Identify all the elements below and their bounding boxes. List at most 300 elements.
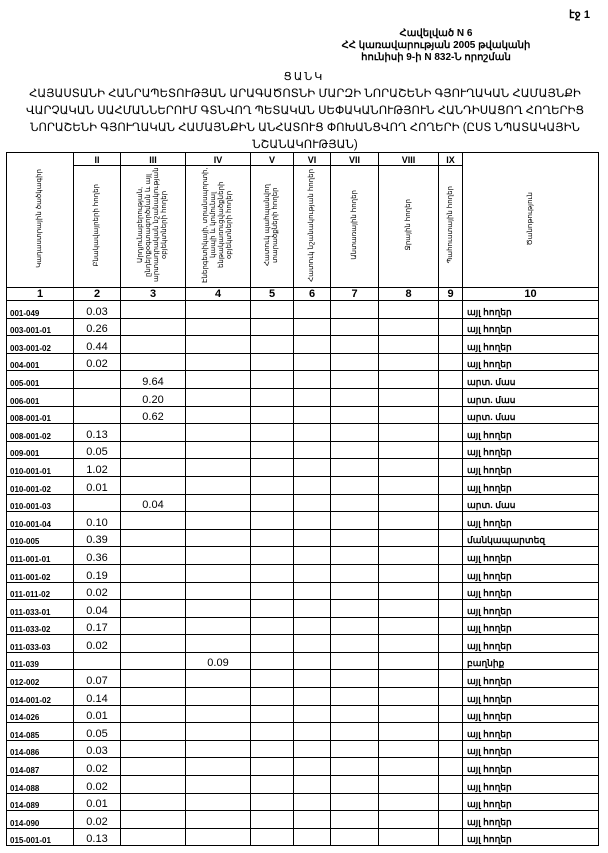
empty-cell: [379, 564, 439, 582]
empty-cell: [294, 476, 331, 494]
column-header-7: [331, 166, 379, 288]
empty-cell: [379, 740, 439, 758]
empty-cell: [294, 793, 331, 811]
empty-cell: [294, 388, 331, 406]
empty-cell: [251, 740, 294, 758]
empty-cell: [251, 688, 294, 706]
column-roman-8: VIII: [379, 153, 439, 166]
area-cell: [186, 318, 251, 336]
column-label: Ծանոթություն: [526, 191, 534, 246]
note-cell: այլ հողեր: [463, 758, 599, 776]
empty-cell: [439, 441, 463, 459]
column-header-3: [121, 166, 186, 288]
annex-line-3: հունիսի 9-ի N 832-Ն որոշման: [361, 52, 511, 63]
empty-cell: [251, 318, 294, 336]
area-cell: [186, 406, 251, 424]
table-row: [7, 652, 599, 670]
empty-cell: [439, 406, 463, 424]
annex-reference: [326, 28, 546, 64]
column-number-9: 9: [439, 288, 463, 301]
empty-cell: [331, 406, 379, 424]
note-cell: այլ հողեր: [463, 318, 599, 336]
empty-cell: [439, 371, 463, 389]
area-cell: [121, 476, 186, 494]
table-row: [7, 459, 599, 477]
area-cell: [121, 617, 186, 635]
empty-cell: [251, 828, 294, 846]
area-cell: 0.05: [74, 723, 121, 741]
cadastral-code-cell: 010-001-01: [7, 459, 74, 477]
empty-cell: [294, 336, 331, 354]
area-cell: 0.04: [121, 494, 186, 512]
empty-cell: [251, 652, 294, 670]
area-cell: [121, 459, 186, 477]
area-cell: [121, 441, 186, 459]
area-cell: 0.03: [74, 740, 121, 758]
empty-cell: [294, 459, 331, 477]
cadastral-code-cell: 010-001-04: [7, 512, 74, 530]
area-cell: [186, 564, 251, 582]
note-cell: այլ հողեր: [463, 582, 599, 600]
empty-cell: [251, 424, 294, 442]
document-subtitle: ՀԱՅԱՍՏԱՆԻ ՀԱՆՐԱՊԵՏՈՒԹՅԱՆ ԱՐԱԳԱԾՈՏՆԻ ՄԱՐԶԻ ՆՈՐԱՇԵՆԻ ԳՅՈՒՂԱԿԱՆ ՀԱՄԱՅՆՔԻ ՎԱՐՉԱԿԱՆ ՍԱՀՄԱՆՆԵՐՈՒՄ ԳՏՆՎՈՂ ՊԵՏԱԿԱՆ ՍԵՓԱԿԱՆՈՒԹՅՈՒՆ ՀԱՆԴԻՍԱՑՈՂ ՀՈՂԵՐԻՑ ՆՈՐԱՇԵՆԻ ԳՅՈՒՂԱԿԱՆ ՀԱՄԱՅՆՔԻՆ ԱՆՀԱՏՈՒՑ ՓՈԽԱՆՑՎՈՂ ՀՈՂԵՐԻ (ԸՍՏ ՆՊԱՏԱԿԱՅԻՆ ՆՇԱՆԱԿՈՒԹՅԱՆ): [25, 88, 585, 151]
empty-cell: [331, 424, 379, 442]
empty-cell: [331, 723, 379, 741]
area-cell: [186, 811, 251, 829]
empty-cell: [331, 705, 379, 723]
column-number-4: 4: [186, 288, 251, 301]
empty-cell: [379, 441, 439, 459]
empty-cell: [331, 441, 379, 459]
cadastral-code-cell: 011-001-01: [7, 547, 74, 565]
area-cell: [74, 371, 121, 389]
empty-cell: [294, 828, 331, 846]
empty-cell: [439, 828, 463, 846]
area-cell: [186, 388, 251, 406]
empty-cell: [251, 635, 294, 653]
annex-line-2: ՀՀ կառավարության 2005 թվականի: [341, 40, 531, 51]
empty-cell: [379, 688, 439, 706]
area-cell: [186, 353, 251, 371]
empty-cell: [379, 318, 439, 336]
empty-cell: [379, 494, 439, 512]
empty-cell: [379, 758, 439, 776]
empty-cell: [251, 670, 294, 688]
empty-cell: [439, 494, 463, 512]
empty-cell: [294, 424, 331, 442]
area-cell: [186, 758, 251, 776]
empty-cell: [294, 670, 331, 688]
empty-cell: [251, 758, 294, 776]
note-cell: այլ հողեր: [463, 441, 599, 459]
cadastral-code-cell: 010-001-03: [7, 494, 74, 512]
area-cell: 0.13: [74, 424, 121, 442]
area-cell: [186, 688, 251, 706]
area-cell: 0.02: [74, 758, 121, 776]
empty-cell: [331, 476, 379, 494]
table-row: [7, 318, 599, 336]
empty-cell: [251, 582, 294, 600]
column-label: Էներգետիկայի, տրանսպորտի, կապի և կոմունալ ենթակառուցվածքների օբյեկտների հողեր: [202, 167, 233, 283]
empty-cell: [294, 529, 331, 547]
cadastral-code-cell: 010-005: [7, 529, 74, 547]
empty-cell: [294, 688, 331, 706]
note-cell: այլ հողեր: [463, 740, 599, 758]
empty-cell: [379, 336, 439, 354]
cadastral-code-cell: 014-086: [7, 740, 74, 758]
table-row: [7, 371, 599, 389]
cadastral-code-cell: 011-011-02: [7, 582, 74, 600]
note-cell: այլ հողեր: [463, 635, 599, 653]
empty-cell: [439, 547, 463, 565]
cadastral-code-cell: 008-001-01: [7, 406, 74, 424]
note-cell: այլ հողեր: [463, 705, 599, 723]
empty-cell: [439, 723, 463, 741]
area-cell: 0.26: [74, 318, 121, 336]
empty-cell: [331, 811, 379, 829]
cadastral-code-cell: 011-039: [7, 652, 74, 670]
area-cell: [121, 811, 186, 829]
area-cell: [186, 494, 251, 512]
area-cell: [121, 600, 186, 618]
empty-cell: [294, 635, 331, 653]
empty-cell: [379, 371, 439, 389]
area-cell: [121, 758, 186, 776]
note-cell: արտ. մաս: [463, 371, 599, 389]
empty-cell: [331, 388, 379, 406]
empty-cell: [331, 652, 379, 670]
area-cell: [121, 635, 186, 653]
empty-cell: [439, 793, 463, 811]
area-cell: 0.19: [74, 564, 121, 582]
area-cell: [186, 600, 251, 618]
note-cell: այլ հողեր: [463, 424, 599, 442]
column-header-4: [186, 166, 251, 288]
area-cell: [121, 547, 186, 565]
column-label: Արդյունաբերության, ընդերքօգտագործման և այլ արտադրական նշանակության օբյեկտների հողեր: [137, 167, 168, 283]
area-cell: [186, 512, 251, 530]
cadastral-code-cell: 008-001-02: [7, 424, 74, 442]
cadastral-code-cell: 004-001: [7, 353, 74, 371]
area-cell: 0.13: [74, 828, 121, 846]
note-cell: այլ հողեր: [463, 564, 599, 582]
empty-cell: [251, 441, 294, 459]
area-cell: [74, 494, 121, 512]
cadastral-code-cell: 001-049: [7, 301, 74, 319]
table-row: [7, 793, 599, 811]
empty-cell: [331, 776, 379, 794]
area-cell: [121, 705, 186, 723]
column-roman-4: IV: [186, 153, 251, 166]
note-cell: այլ հողեր: [463, 723, 599, 741]
area-cell: 0.36: [74, 547, 121, 565]
area-cell: [121, 652, 186, 670]
area-cell: 0.03: [74, 301, 121, 319]
area-cell: [121, 740, 186, 758]
column-header-6: [294, 166, 331, 288]
empty-cell: [439, 670, 463, 688]
cadastral-code-cell: 010-001-02: [7, 476, 74, 494]
area-cell: 0.07: [74, 670, 121, 688]
empty-cell: [331, 758, 379, 776]
column-header-5: [251, 166, 294, 288]
empty-cell: [294, 371, 331, 389]
empty-cell: [331, 529, 379, 547]
empty-cell: [379, 476, 439, 494]
area-cell: [121, 318, 186, 336]
area-cell: [121, 564, 186, 582]
cadastral-code-cell: 011-001-02: [7, 564, 74, 582]
empty-cell: [294, 776, 331, 794]
area-cell: 0.20: [121, 388, 186, 406]
area-cell: [186, 617, 251, 635]
note-cell: այլ հողեր: [463, 776, 599, 794]
table-row: [7, 758, 599, 776]
empty-cell: [294, 811, 331, 829]
note-cell: այլ հողեր: [463, 600, 599, 618]
empty-cell: [379, 582, 439, 600]
column-number-1: 1: [7, 288, 74, 301]
empty-cell: [379, 424, 439, 442]
area-cell: 0.02: [74, 776, 121, 794]
empty-cell: [331, 740, 379, 758]
area-cell: 0.44: [74, 336, 121, 354]
column-header-1: [7, 153, 74, 288]
column-number-5: 5: [251, 288, 294, 301]
empty-cell: [331, 635, 379, 653]
empty-cell: [439, 424, 463, 442]
empty-cell: [331, 512, 379, 530]
empty-cell: [251, 388, 294, 406]
empty-cell: [439, 476, 463, 494]
table-row: [7, 740, 599, 758]
area-cell: [186, 582, 251, 600]
cadastral-code-cell: 011-033-01: [7, 600, 74, 618]
column-header-8: [379, 166, 439, 288]
empty-cell: [331, 353, 379, 371]
empty-cell: [379, 723, 439, 741]
area-cell: [186, 301, 251, 319]
area-cell: [121, 828, 186, 846]
cadastral-code-cell: 012-002: [7, 670, 74, 688]
empty-cell: [439, 688, 463, 706]
area-cell: [121, 670, 186, 688]
empty-cell: [439, 353, 463, 371]
area-cell: 0.17: [74, 617, 121, 635]
table-row: [7, 512, 599, 530]
cadastral-code-cell: 014-087: [7, 758, 74, 776]
area-cell: [121, 336, 186, 354]
empty-cell: [251, 600, 294, 618]
cadastral-code-cell: 009-001: [7, 441, 74, 459]
empty-cell: [379, 670, 439, 688]
cadastral-code-cell: 011-033-03: [7, 635, 74, 653]
area-cell: [186, 723, 251, 741]
empty-cell: [251, 776, 294, 794]
column-header-2: [74, 166, 121, 288]
empty-cell: [331, 670, 379, 688]
empty-cell: [331, 564, 379, 582]
empty-cell: [251, 723, 294, 741]
empty-cell: [379, 547, 439, 565]
area-cell: 0.05: [74, 441, 121, 459]
empty-cell: [331, 828, 379, 846]
document-title: ՑԱՆԿ: [283, 71, 325, 83]
empty-cell: [379, 406, 439, 424]
area-cell: [186, 705, 251, 723]
empty-cell: [251, 301, 294, 319]
area-cell: [186, 776, 251, 794]
empty-cell: [251, 494, 294, 512]
note-cell: այլ հողեր: [463, 336, 599, 354]
area-cell: 0.14: [74, 688, 121, 706]
empty-cell: [439, 564, 463, 582]
note-cell: այլ հողեր: [463, 617, 599, 635]
column-number-10: 10: [463, 288, 599, 301]
empty-cell: [331, 336, 379, 354]
empty-cell: [439, 776, 463, 794]
empty-cell: [294, 301, 331, 319]
empty-cell: [379, 353, 439, 371]
table-row: [7, 617, 599, 635]
column-roman-5: V: [251, 153, 294, 166]
area-cell: [74, 406, 121, 424]
empty-cell: [379, 705, 439, 723]
empty-cell: [251, 793, 294, 811]
cadastral-code-cell: 014-026: [7, 705, 74, 723]
area-cell: 0.01: [74, 705, 121, 723]
empty-cell: [439, 635, 463, 653]
empty-cell: [251, 336, 294, 354]
area-cell: 0.09: [186, 652, 251, 670]
empty-cell: [439, 617, 463, 635]
area-cell: [74, 388, 121, 406]
column-roman-2: II: [74, 153, 121, 166]
table-row: [7, 494, 599, 512]
note-cell: այլ հողեր: [463, 547, 599, 565]
column-label: Ջրային հողեր: [404, 199, 412, 251]
area-cell: [186, 547, 251, 565]
empty-cell: [439, 740, 463, 758]
empty-cell: [251, 529, 294, 547]
empty-cell: [294, 740, 331, 758]
empty-cell: [439, 705, 463, 723]
column-header-10: [463, 153, 599, 288]
note-cell: արտ. մաս: [463, 406, 599, 424]
column-number-6: 6: [294, 288, 331, 301]
note-cell: այլ հողեր: [463, 670, 599, 688]
empty-cell: [331, 600, 379, 618]
table-row: [7, 600, 599, 618]
empty-cell: [379, 617, 439, 635]
cadastral-code-cell: 003-001-01: [7, 318, 74, 336]
note-cell: մանկապարտեզ: [463, 529, 599, 547]
empty-cell: [379, 776, 439, 794]
cadastral-code-cell: 003-001-02: [7, 336, 74, 354]
area-cell: [186, 740, 251, 758]
area-cell: 0.10: [74, 512, 121, 530]
land-table: [6, 152, 599, 846]
empty-cell: [251, 617, 294, 635]
empty-cell: [294, 547, 331, 565]
empty-cell: [439, 512, 463, 530]
empty-cell: [379, 388, 439, 406]
empty-cell: [379, 652, 439, 670]
area-cell: [121, 723, 186, 741]
column-label: Պահուստային հողեր: [446, 186, 454, 264]
empty-cell: [439, 301, 463, 319]
column-roman-6: VI: [294, 153, 331, 166]
note-cell: այլ հողեր: [463, 811, 599, 829]
empty-cell: [439, 529, 463, 547]
empty-cell: [251, 371, 294, 389]
empty-cell: [331, 301, 379, 319]
empty-cell: [294, 617, 331, 635]
area-cell: 0.01: [74, 476, 121, 494]
table-row: [7, 723, 599, 741]
area-cell: 0.02: [74, 811, 121, 829]
cadastral-code-cell: 005-001: [7, 371, 74, 389]
table-row: [7, 811, 599, 829]
cadastral-code-cell: 015-001-01: [7, 828, 74, 846]
page-number: էջ 1: [569, 9, 590, 21]
note-cell: այլ հողեր: [463, 828, 599, 846]
area-cell: 1.02: [74, 459, 121, 477]
empty-cell: [251, 476, 294, 494]
empty-cell: [379, 793, 439, 811]
note-cell: այլ հողեր: [463, 353, 599, 371]
area-cell: [121, 793, 186, 811]
empty-cell: [379, 811, 439, 829]
empty-cell: [379, 828, 439, 846]
empty-cell: [294, 600, 331, 618]
cadastral-code-cell: 006-001: [7, 388, 74, 406]
area-cell: [186, 371, 251, 389]
area-cell: 0.02: [74, 582, 121, 600]
area-cell: 0.02: [74, 353, 121, 371]
area-cell: [186, 424, 251, 442]
empty-cell: [439, 811, 463, 829]
table-row: [7, 670, 599, 688]
empty-cell: [439, 582, 463, 600]
area-cell: [121, 512, 186, 530]
table-row: [7, 476, 599, 494]
empty-cell: [331, 547, 379, 565]
table-row: [7, 564, 599, 582]
area-cell: 0.01: [74, 793, 121, 811]
table-row: [7, 688, 599, 706]
area-cell: [121, 688, 186, 706]
empty-cell: [294, 318, 331, 336]
empty-cell: [251, 564, 294, 582]
empty-cell: [331, 617, 379, 635]
empty-cell: [251, 459, 294, 477]
area-cell: [186, 459, 251, 477]
empty-cell: [379, 635, 439, 653]
empty-cell: [294, 564, 331, 582]
annex-line-1: Հավելված N 6: [399, 28, 473, 39]
area-cell: [121, 582, 186, 600]
column-number-2: 2: [74, 288, 121, 301]
table-row: [7, 406, 599, 424]
cadastral-code-cell: 014-001-02: [7, 688, 74, 706]
cadastral-code-cell: 011-033-02: [7, 617, 74, 635]
empty-cell: [331, 793, 379, 811]
column-roman-9: IX: [439, 153, 463, 166]
area-cell: [121, 301, 186, 319]
area-cell: [186, 635, 251, 653]
table-row: [7, 301, 599, 319]
